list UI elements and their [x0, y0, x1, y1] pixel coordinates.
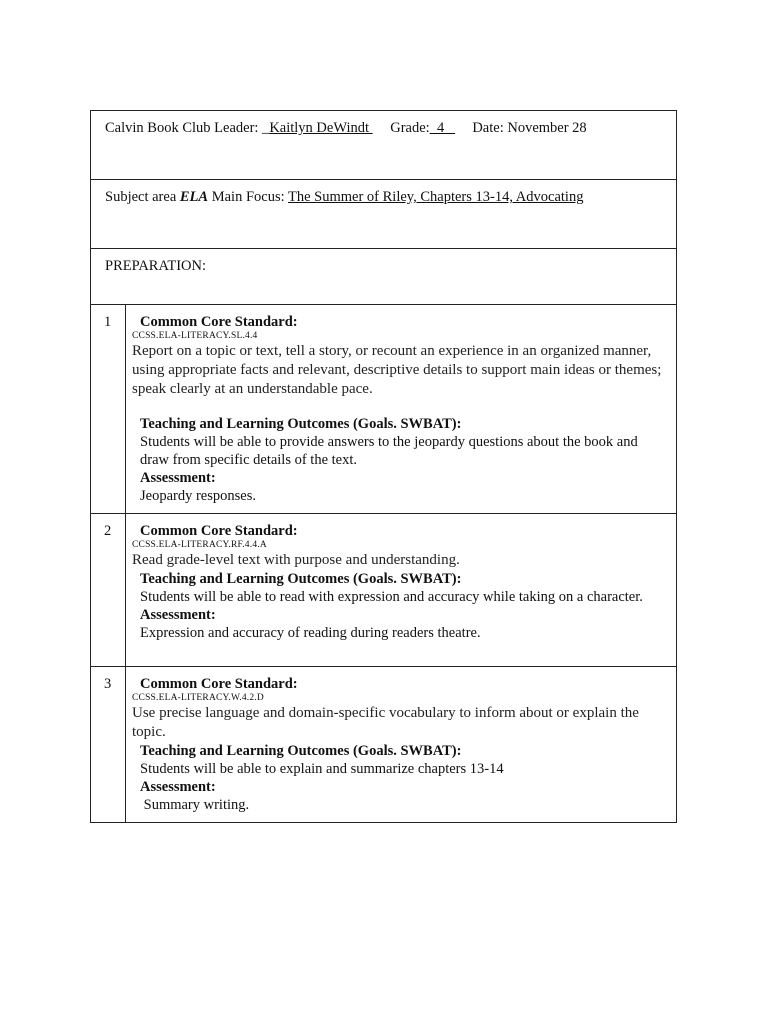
date-text: Date: November 28: [472, 120, 587, 136]
outcomes-text: Students will be able to provide answers to the jeopardy questions about the book and draw from specific details of the text.: [140, 434, 638, 468]
assessment-text: Summary writing.: [140, 797, 250, 813]
standard-content: [126, 305, 676, 513]
preparation-label: PREPARATION:: [105, 258, 206, 274]
subject-area: ELA: [179, 189, 209, 205]
assessment-text: Expression and accuracy of reading during readers theatre.: [140, 625, 481, 641]
outcomes-label: Teaching and Learning Outcomes (Goals. SWBAT):: [140, 743, 462, 759]
focus-value: The Summer of Riley, Chapters 13-14, Advocating: [288, 189, 584, 205]
grade-value: 4: [429, 120, 456, 136]
standard-number: 1: [91, 305, 126, 513]
lesson-plan-table: [90, 110, 677, 823]
leader-label: Calvin Book Club Leader: _: [105, 120, 270, 136]
preparation-row: [91, 249, 676, 305]
standard-code: CCSS.ELA-LITERACY.RF.4.4.A: [132, 540, 267, 550]
standard-row-2: [91, 514, 676, 667]
standard-description: Report on a topic or text, tell a story, or recount an experience in an organized manner, using appropriate facts and relevant, descriptive details to support main ideas or themes; speak clearly at an understandable pace.: [132, 343, 662, 397]
standard-description: Read grade-level text with purpose and understanding.: [132, 552, 460, 568]
grade-label: Grade:: [390, 120, 430, 136]
header-row: [91, 111, 676, 180]
standard-code: CCSS.ELA-LITERACY.W.4.2.D: [132, 693, 264, 703]
standard-title: Common Core Standard:: [140, 523, 298, 539]
subject-row: [91, 180, 676, 249]
assessment-label: Assessment:: [140, 607, 216, 623]
subject-label: Subject area: [105, 189, 180, 205]
outcomes-label: Teaching and Learning Outcomes (Goals. SWBAT):: [140, 571, 462, 587]
leader-name: Kaitlyn DeWindt: [269, 120, 373, 136]
standard-row-1: [91, 305, 676, 514]
standard-description: Use precise language and domain-specific vocabulary to inform about or explain the topic.: [132, 705, 639, 740]
standard-content: [126, 514, 676, 666]
standard-content: [126, 667, 676, 822]
standard-row-3: [91, 667, 676, 822]
standard-code: CCSS.ELA-LITERACY.SL.4.4: [132, 331, 258, 341]
outcomes-text: Students will be able to read with expression and accuracy while taking on a character.: [140, 589, 643, 605]
focus-label: Main Focus:: [208, 189, 288, 205]
standard-title: Common Core Standard:: [140, 314, 298, 330]
assessment-label: Assessment:: [140, 470, 216, 486]
assessment-label: Assessment:: [140, 779, 216, 795]
outcomes-text: Students will be able to explain and summarize chapters 13-14: [140, 761, 504, 777]
standard-title: Common Core Standard:: [140, 676, 298, 692]
standard-number: 3: [91, 667, 126, 822]
standard-number: 2: [91, 514, 126, 666]
assessment-text: Jeopardy responses.: [140, 488, 256, 504]
outcomes-label: Teaching and Learning Outcomes (Goals. SWBAT):: [140, 416, 462, 432]
